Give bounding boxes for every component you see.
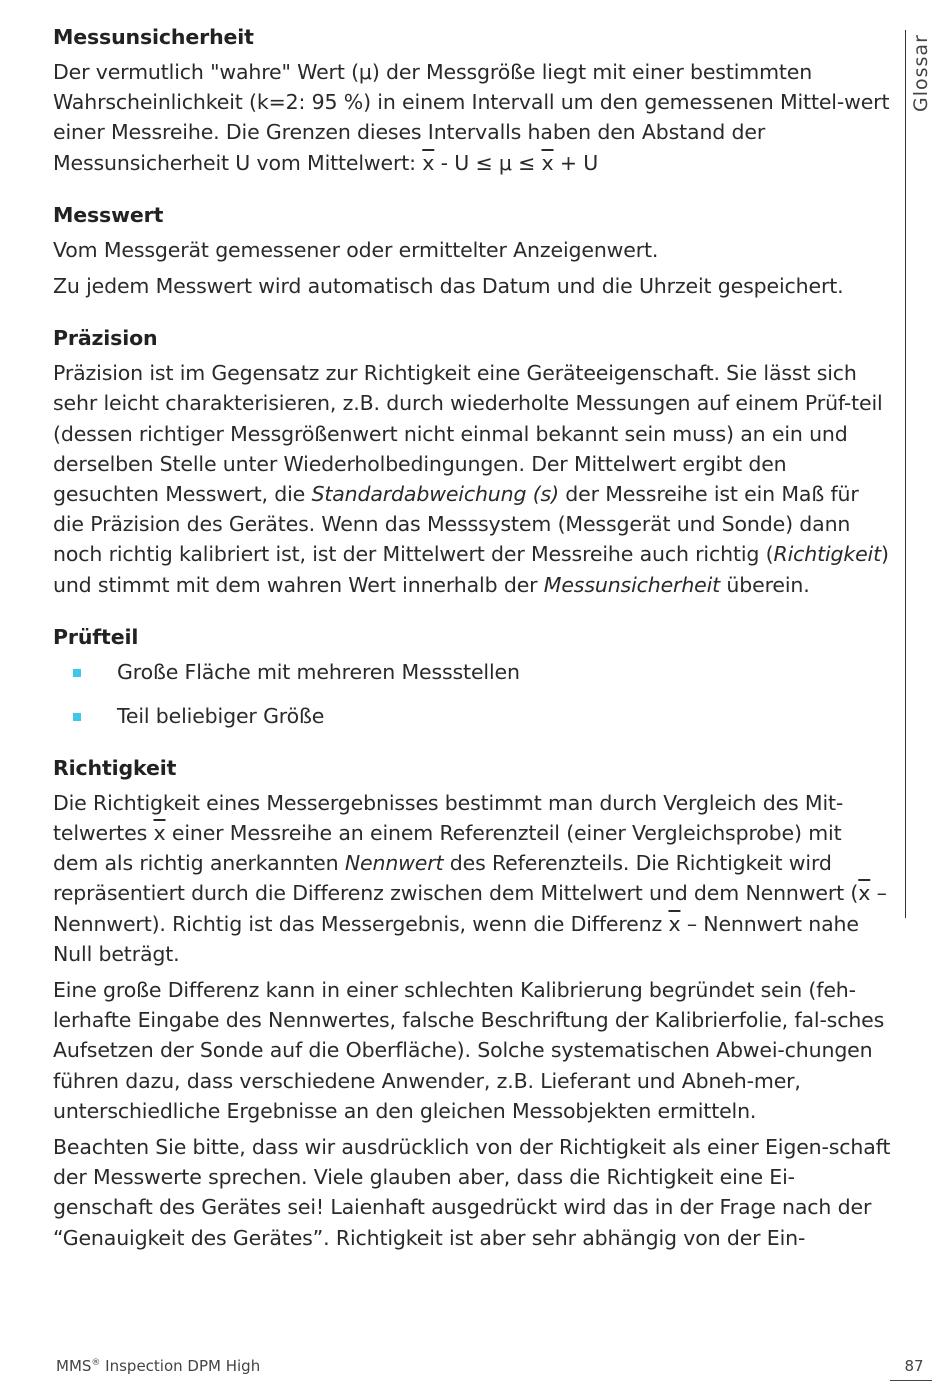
text-run: des Referenzteils. Die Richtigkeit wird repräsentiert durch die Differenz zwischen dem Mittelwert und dem Nennwert ( [53, 851, 859, 906]
side-tab-rule [905, 30, 906, 918]
term-heading: Messunsicherheit [53, 25, 254, 49]
product-prefix: MMS [56, 1357, 92, 1375]
mean-symbol: $\overline{x}$ [858, 881, 871, 906]
text-run: - U ≤ μ ≤ [434, 150, 542, 175]
definition-paragraph: Beachten Sie bitte, dass wir ausdrücklich von der Richtigkeit als einer Eigen-schaft der Messwerte sprechen. Viele glauben aber, dass die Richtigkeit eine Ei-genschaft des Gerätes sei! Laienhaft ausgedrückt wird das in der Frage nach der “Genauigkeit des Gerätes”. Richtigkeit ist aber sehr abhängig von der Ein- [53, 1135, 891, 1250]
definition-paragraph: Eine große Differenz kann in einer schlechten Kalibrierung begründet sein (feh-lerhafte Eingabe des Nennwertes, falsche Beschriftung der Kalibrierfolie, fal-sches Aufsetzen der Sonde auf die Oberfläche). Solche systematischen Abwei-chungen führen dazu, dass verschiedene Anwender, z.B. Lieferant und Abneh-mer, unterschiedliche Ergebnisse an den gleichen Messobjekten ermitteln. [53, 978, 885, 1123]
definition-paragraph [53, 57, 891, 178]
definition-paragraph [53, 358, 891, 600]
cross-reference: Richtigkeit [773, 542, 881, 567]
glossary-content [53, 22, 891, 1275]
text-run: überein. [720, 572, 810, 597]
text-run: – Nennwert). Richtig ist das Messergebnis, wenn die Differenz [53, 881, 887, 936]
mean-symbol: $\overline{x}$ [668, 911, 681, 936]
square-bullet-icon [73, 669, 81, 677]
entry-messwert [53, 200, 891, 301]
entry-richtigkeit [53, 753, 891, 1253]
list-item [53, 701, 891, 731]
text-run: der Messreihe ist ein Maß für die Präzision des Gerätes. Wenn das Messsystem (Messgerät und Sonde) dann noch richtig kalibriert ist, ist der Mittelwert der Messreihe auch richtig ( [53, 482, 859, 567]
product-suffix: Inspection DPM High [100, 1357, 261, 1375]
text-run: + U [553, 150, 599, 175]
text-run: Der vermutlich "wahre" Wert (μ) der Messgröße liegt mit einer bestimmten Wahrscheinlichkeit (k=2: 95 %) in einem Intervall um den gemessenen Mittel-wert einer Messreihe. Die Grenzen dieses Intervalls haben den Abstand der Messunsicherheit U vom Mittelwert: [53, 60, 890, 175]
term-heading: Präzision [53, 326, 158, 351]
list-item [53, 657, 891, 687]
text-run: Präzision ist im Gegensatz zur Richtigkeit eine Geräteeigenschaft. Sie lässt sich sehr leicht charakterisieren, z.B. durch wiederholte Messungen auf einem Prüf-teil (dessen richtiger Messgrößenwert nicht einmal bekannt sein muss) an ein und derselben Stelle unter Wiederholbedingungen. Der Mittelwert ergibt den gesuchten Messwert, die [53, 361, 883, 507]
list-item-text: Teil beliebiger Größe [117, 703, 325, 728]
text-run: ) und stimmt mit dem wahren Wert innerhalb der [53, 542, 889, 597]
bullet-list [53, 657, 891, 731]
cross-reference: Standardabweichung (s) [311, 482, 559, 507]
definition-paragraph: Vom Messgerät gemessener oder ermittelter Anzeigenwert. [53, 237, 659, 262]
page-number: 87 [904, 1357, 924, 1375]
definition-paragraph: Zu jedem Messwert wird automatisch das Datum und die Uhrzeit gespeichert. [53, 274, 844, 299]
entry-praezision [53, 323, 891, 600]
registered-mark: ® [91, 1358, 101, 1368]
entry-pruefteil [53, 622, 891, 731]
term-heading: Messwert [53, 202, 164, 227]
footer-product-name [56, 1357, 260, 1375]
text-run: einer Messreihe an einem Referenzteil (einer Vergleichsprobe) mit dem als richtig anerkannten [53, 821, 842, 876]
mean-symbol: $\overline{x}$ [153, 821, 166, 846]
text-run: – Nennwert nahe Null beträgt. [53, 911, 859, 966]
term-heading: Richtigkeit [53, 755, 177, 780]
cross-reference: Nennwert [344, 851, 444, 876]
entry-messunsicherheit [53, 22, 891, 178]
mean-symbol: $\overline{x}$ [422, 150, 435, 175]
text-run: Die Richtigkeit eines Messergebnisses bestimmt man durch Vergleich des Mit-telwertes [53, 790, 844, 846]
mean-symbol: $\overline{x}$ [541, 150, 554, 175]
definition-paragraph [53, 788, 891, 969]
term-heading: Prüfteil [53, 624, 139, 649]
square-bullet-icon [73, 713, 81, 721]
page-number-underline [890, 1380, 932, 1381]
cross-reference: Messunsicherheit [543, 572, 721, 597]
list-item-text: Große Fläche mit mehreren Messstellen [117, 659, 520, 684]
side-tab-label: Glossar [910, 34, 932, 112]
